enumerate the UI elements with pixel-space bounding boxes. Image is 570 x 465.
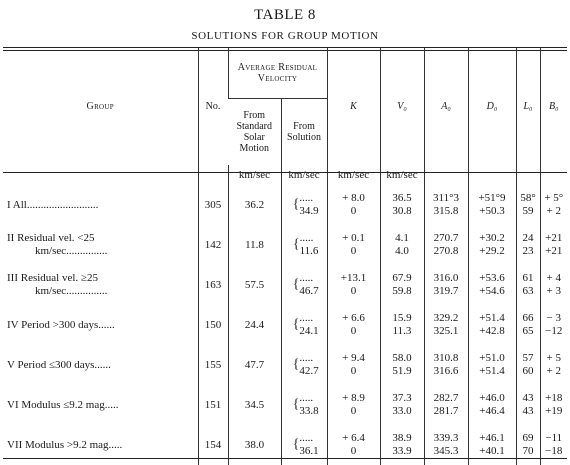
- d0-cell-value: +50.3: [479, 205, 505, 217]
- l0-cell-value: 59: [522, 205, 534, 217]
- group-label: I All..........................: [7, 198, 99, 211]
- d0-cell-value: +53.6: [479, 272, 505, 284]
- k-cell-value: + 0.1: [342, 232, 365, 244]
- left-brace-icon: {: [292, 357, 300, 372]
- b0-cell-value: + 2: [546, 205, 561, 217]
- k-cell-value: + 6.4: [342, 432, 365, 444]
- d0-cell-value: +29.2: [479, 245, 505, 257]
- table-row: [3, 265, 567, 305]
- b0-cell-value: +18: [545, 392, 563, 404]
- b0-cell-value: +21: [545, 232, 563, 244]
- solution-residual-value: .....: [299, 232, 314, 244]
- k-cell-value: 0: [350, 285, 357, 297]
- d0-cell: [468, 385, 516, 425]
- left-brace-icon: {: [292, 237, 300, 252]
- group-cell: [3, 185, 198, 225]
- solution-residual-value: 11.6: [299, 245, 319, 257]
- left-brace-icon: {: [292, 437, 300, 452]
- l0-cell-value: 43: [522, 405, 534, 417]
- a0-cell-value: 345.3: [433, 445, 459, 457]
- a0-cell-value: 339.3: [433, 432, 459, 444]
- k-cell-value: +13.1: [340, 272, 367, 284]
- solution-residual-cell: [281, 185, 327, 225]
- solution-residual-cell: [281, 225, 327, 265]
- group-cell: [3, 305, 198, 345]
- group-label: VI Modulus ≤9.2 mag.....: [7, 398, 119, 411]
- table-row: [3, 225, 567, 265]
- group-label: VII Modulus >9.2 mag.....: [7, 438, 123, 451]
- a0-cell-value: 270.8: [433, 245, 459, 257]
- v0-cell-value: 33.0: [392, 405, 412, 417]
- v0-cell-value: 15.9: [392, 312, 412, 324]
- a0-cell: [424, 385, 468, 425]
- d0-cell: [468, 305, 516, 345]
- v0-cell-value: 36.5: [392, 192, 412, 204]
- b0-cell: [540, 425, 567, 465]
- std-residual-cell: 36.2: [228, 185, 281, 225]
- l0-cell-value: 60: [522, 365, 534, 377]
- v0-cell-value: 30.8: [392, 205, 412, 217]
- unit-v0: km/sec: [380, 165, 424, 185]
- table-row: [3, 385, 567, 425]
- d0-cell: [468, 265, 516, 305]
- left-brace-icon: {: [292, 277, 300, 292]
- count-cell: 142: [198, 225, 228, 265]
- b0-cell-value: + 5°: [544, 192, 564, 204]
- group-cell: [3, 265, 198, 305]
- count-cell: 154: [198, 425, 228, 465]
- left-brace-icon: {: [292, 317, 300, 332]
- count-cell: 155: [198, 345, 228, 385]
- header-from-standard-solar-motion: From Standard Solar Motion: [236, 110, 273, 154]
- group-label: II Residual vel. <25: [7, 232, 95, 244]
- l0-cell-value: 58°: [520, 192, 536, 204]
- header-rule: [3, 172, 567, 173]
- b0-cell-value: + 5: [546, 352, 561, 364]
- d0-cell: [468, 185, 516, 225]
- unit-k: km/sec: [327, 165, 380, 185]
- d0-cell-value: +46.1: [479, 432, 505, 444]
- table-body: [3, 165, 567, 465]
- group-cell: [3, 225, 198, 265]
- v0-cell-value: 59.8: [392, 285, 412, 297]
- header-average-residual-velocity: Average Residual Velocity: [228, 48, 327, 99]
- table-row: [3, 345, 567, 385]
- group-label: V Period ≤300 days......: [7, 358, 111, 371]
- k-cell-value: + 8.9: [342, 392, 365, 404]
- a0-cell-value: 282.7: [433, 392, 459, 404]
- a0-cell-value: 329.2: [433, 312, 459, 324]
- count-cell: 150: [198, 305, 228, 345]
- header-d0: D₀: [468, 48, 516, 165]
- header-no: No.: [198, 48, 228, 165]
- d0-cell-value: +51.0: [479, 352, 505, 364]
- l0-cell: [516, 425, 540, 465]
- v0-cell-value: 4.0: [395, 245, 409, 257]
- k-cell-value: 0: [350, 205, 357, 217]
- b0-cell: [540, 385, 567, 425]
- a0-cell-value: 316.6: [433, 365, 459, 377]
- a0-cell: [424, 425, 468, 465]
- solution-residual-cell: [281, 385, 327, 425]
- solution-residual-value: .....: [299, 432, 314, 444]
- v0-cell-value: 11.3: [392, 325, 412, 337]
- l0-cell-value: 57: [522, 352, 534, 364]
- l0-cell: [516, 225, 540, 265]
- k-cell-value: 0: [350, 245, 357, 257]
- k-cell-value: 0: [350, 405, 357, 417]
- v0-cell-value: 37.3: [392, 392, 412, 404]
- solution-residual-value: 42.7: [299, 365, 319, 377]
- k-cell-value: + 9.4: [342, 352, 365, 364]
- solution-residual-value: 36.1: [299, 445, 319, 457]
- k-cell-value: + 8.0: [342, 192, 365, 204]
- count-cell: 305: [198, 185, 228, 225]
- b0-cell-value: −11: [545, 432, 563, 444]
- v0-cell: [380, 425, 424, 465]
- a0-cell-value: 270.7: [433, 232, 459, 244]
- std-residual-cell: 24.4: [228, 305, 281, 345]
- group-label: III Residual vel. ≥25: [7, 272, 98, 284]
- d0-cell-value: +40.1: [479, 445, 505, 457]
- group-label: km/sec...............: [35, 245, 108, 257]
- a0-cell-value: 325.1: [433, 325, 459, 337]
- left-brace-icon: {: [292, 397, 300, 412]
- unit-sol: km/sec: [281, 165, 327, 185]
- b0-cell-value: + 3: [546, 285, 561, 297]
- l0-cell-value: 43: [522, 392, 534, 404]
- header-k: K: [327, 48, 380, 165]
- header-l0: L₀: [516, 48, 540, 165]
- k-cell: [327, 385, 380, 425]
- d0-cell: [468, 345, 516, 385]
- l0-cell: [516, 265, 540, 305]
- solution-residual-value: .....: [299, 312, 314, 324]
- solution-residual-cell: [281, 345, 327, 385]
- a0-cell-value: 281.7: [433, 405, 459, 417]
- solution-residual-value: .....: [299, 272, 314, 284]
- std-residual-cell: 47.7: [228, 345, 281, 385]
- l0-cell: [516, 345, 540, 385]
- k-cell-value: 0: [350, 365, 357, 377]
- l0-cell-value: 69: [522, 432, 534, 444]
- a0-cell-value: 311°3: [433, 192, 460, 204]
- v0-cell: [380, 305, 424, 345]
- group-cell: [3, 425, 198, 465]
- k-cell-value: 0: [350, 445, 357, 457]
- v0-cell-value: 67.9: [392, 272, 412, 284]
- v0-cell: [380, 185, 424, 225]
- k-cell: [327, 345, 380, 385]
- v0-cell: [380, 345, 424, 385]
- v0-cell-value: 38.9: [392, 432, 412, 444]
- group-cell: [3, 385, 198, 425]
- b0-cell-value: + 4: [546, 272, 561, 284]
- table-row: [3, 425, 567, 465]
- l0-cell-value: 23: [522, 245, 534, 257]
- v0-cell-value: 33.9: [392, 445, 412, 457]
- table-row: [3, 305, 567, 345]
- b0-cell: [540, 265, 567, 305]
- header-b0: B₀: [540, 48, 567, 165]
- v0-cell-value: 51.9: [392, 365, 412, 377]
- a0-cell-value: 315.8: [433, 205, 459, 217]
- b0-cell: [540, 225, 567, 265]
- l0-cell-value: 63: [522, 285, 534, 297]
- v0-cell: [380, 265, 424, 305]
- k-cell: [327, 265, 380, 305]
- a0-cell: [424, 225, 468, 265]
- b0-cell: [540, 345, 567, 385]
- solution-residual-cell: [281, 305, 327, 345]
- l0-cell: [516, 185, 540, 225]
- solution-residual-value: 34.9: [299, 205, 319, 217]
- header-v0: V₀: [380, 48, 424, 165]
- k-cell-value: 0: [350, 325, 357, 337]
- solution-residual-value: 24.1: [299, 325, 319, 337]
- table-caption: SOLUTIONS FOR GROUP MOTION: [191, 30, 379, 42]
- solution-residual-value: .....: [299, 192, 314, 204]
- l0-cell: [516, 385, 540, 425]
- b0-cell-value: + 2: [546, 365, 561, 377]
- d0-cell-value: +46.4: [479, 405, 505, 417]
- b0-cell-value: − 3: [546, 312, 561, 324]
- std-residual-cell: 11.8: [228, 225, 281, 265]
- l0-cell-value: 24: [522, 232, 534, 244]
- k-cell: [327, 425, 380, 465]
- d0-cell-value: +51.4: [479, 312, 505, 324]
- b0-cell-value: −18: [545, 445, 563, 457]
- solution-residual-value: .....: [299, 352, 314, 364]
- b0-cell-value: +19: [545, 405, 563, 417]
- header-from-solution: From Solution: [281, 99, 327, 166]
- d0-cell-value: +51°9: [478, 192, 506, 204]
- d0-cell: [468, 425, 516, 465]
- a0-cell: [424, 305, 468, 345]
- a0-cell: [424, 185, 468, 225]
- k-cell: [327, 305, 380, 345]
- count-cell: 163: [198, 265, 228, 305]
- v0-cell-value: 4.1: [395, 232, 409, 244]
- left-brace-icon: {: [292, 197, 300, 212]
- l0-cell-value: 70: [522, 445, 534, 457]
- unit-std: km/sec: [228, 165, 281, 185]
- a0-cell-value: 316.0: [433, 272, 459, 284]
- k-cell: [327, 185, 380, 225]
- d0-cell-value: +42.8: [479, 325, 505, 337]
- d0-cell-value: +54.6: [479, 285, 505, 297]
- v0-cell: [380, 225, 424, 265]
- std-residual-cell: 38.0: [228, 425, 281, 465]
- a0-cell: [424, 345, 468, 385]
- header-group: Group: [86, 101, 114, 112]
- k-cell-value: + 6.6: [342, 312, 365, 324]
- d0-cell-value: +30.2: [479, 232, 505, 244]
- count-cell: 151: [198, 385, 228, 425]
- b0-cell-value: +21: [545, 245, 563, 257]
- solution-residual-value: .....: [299, 392, 314, 404]
- header-a0: A₀: [424, 48, 468, 165]
- std-residual-cell: 34.5: [228, 385, 281, 425]
- b0-cell: [540, 305, 567, 345]
- v0-cell-value: 58.0: [392, 352, 412, 364]
- table-row: [3, 185, 567, 225]
- group-label: km/sec...............: [35, 285, 108, 297]
- l0-cell: [516, 305, 540, 345]
- solution-residual-value: 33.8: [299, 405, 319, 417]
- b0-cell: [540, 185, 567, 225]
- d0-cell-value: +51.4: [479, 365, 505, 377]
- v0-cell: [380, 385, 424, 425]
- b0-cell-value: −12: [545, 325, 563, 337]
- d0-cell-value: +46.0: [479, 392, 505, 404]
- l0-cell-value: 66: [522, 312, 534, 324]
- group-cell: [3, 345, 198, 385]
- k-cell: [327, 225, 380, 265]
- table-number: TABLE 8: [254, 7, 316, 23]
- a0-cell-value: 310.8: [433, 352, 459, 364]
- l0-cell-value: 65: [522, 325, 534, 337]
- solution-residual-cell: [281, 265, 327, 305]
- a0-cell: [424, 265, 468, 305]
- bottom-rule: [3, 458, 567, 459]
- a0-cell-value: 319.7: [433, 285, 459, 297]
- group-label: IV Period >300 days......: [7, 318, 115, 331]
- solution-residual-cell: [281, 425, 327, 465]
- d0-cell: [468, 225, 516, 265]
- solutions-table: [3, 48, 567, 465]
- units-row: [3, 165, 567, 185]
- solution-residual-value: 46.7: [299, 285, 319, 297]
- std-residual-cell: 57.5: [228, 265, 281, 305]
- l0-cell-value: 61: [522, 272, 534, 284]
